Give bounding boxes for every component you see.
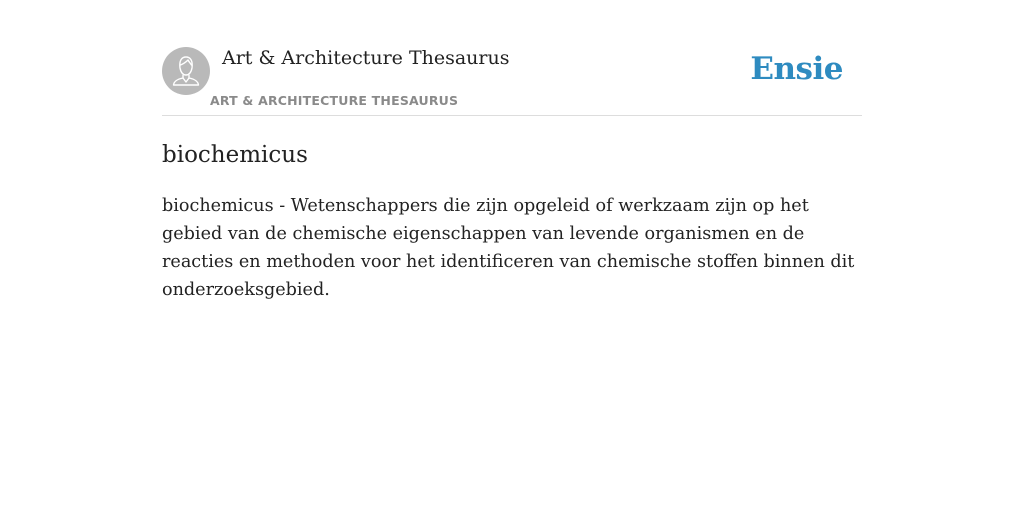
author-name[interactable]: Art & Architecture Thesaurus <box>222 47 510 69</box>
ensie-logo[interactable]: Ensie <box>750 51 843 87</box>
entry-definition: biochemicus - Wetenschappers die zijn opgeleid of werkzaam zijn op het gebied van de chemische eigenschappen van levende organismen en de reacties en methoden voor het identificeren van chemische stoffen binnen dit onderzoeksgebied. <box>162 196 855 300</box>
entry-header <box>162 0 862 116</box>
author-subtitle: ART & ARCHITECTURE THESAURUS <box>210 93 459 108</box>
entry-card <box>162 0 862 300</box>
user-avatar-icon <box>162 47 210 95</box>
author-avatar[interactable] <box>162 47 210 95</box>
entry-title: biochemicus <box>162 142 308 168</box>
